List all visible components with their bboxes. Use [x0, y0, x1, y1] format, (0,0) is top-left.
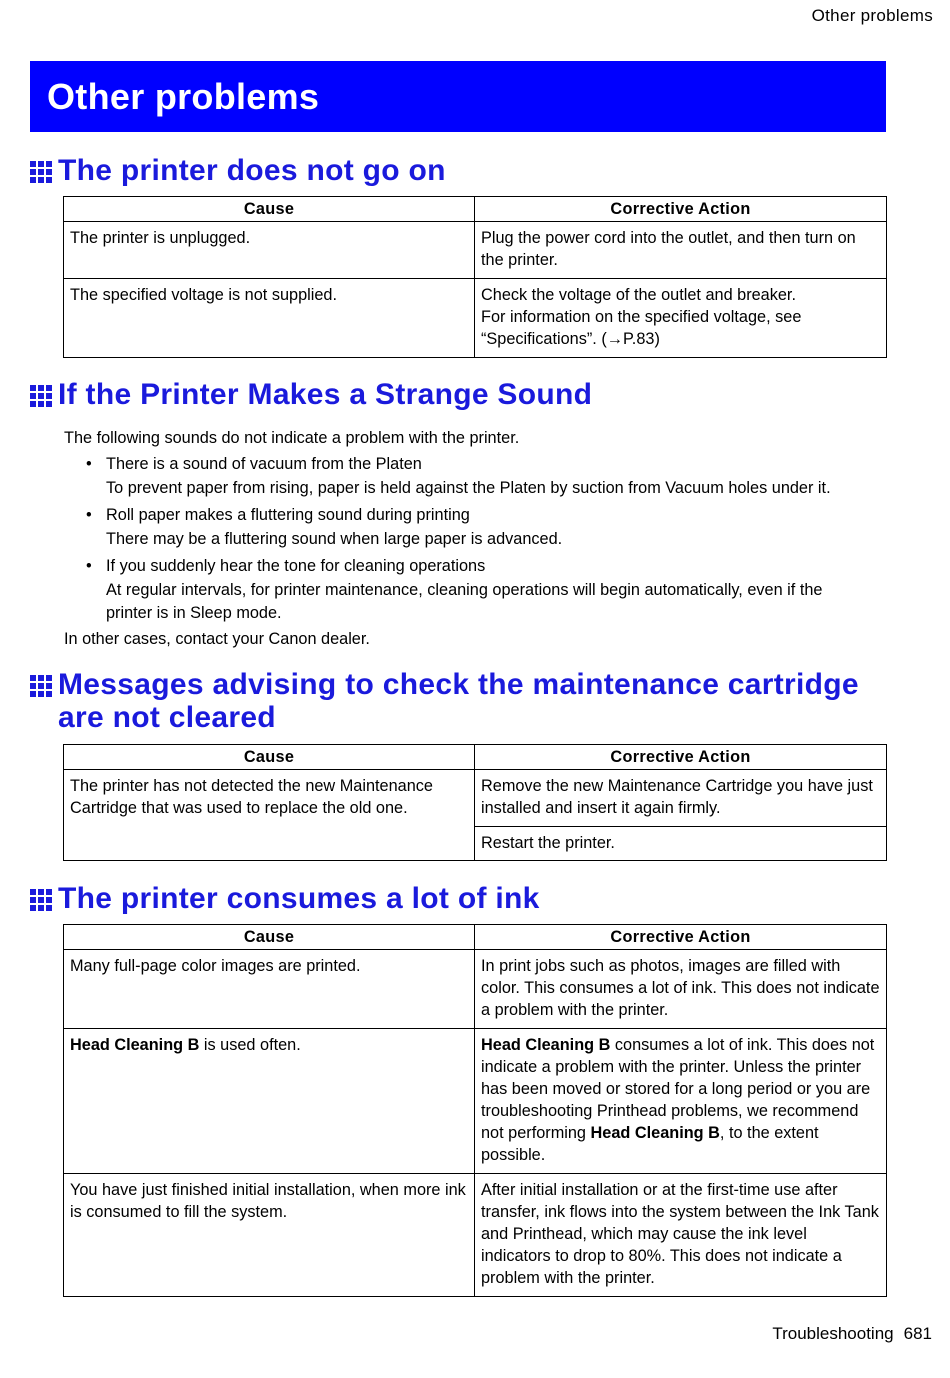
bold-term: Head Cleaning B	[481, 1036, 611, 1054]
cause-cell: Many full-page color images are printed.	[64, 950, 475, 1029]
bullet-description: There may be a fluttering sound when large paper is advanced.	[106, 530, 563, 548]
grid-icon	[30, 385, 52, 407]
page-footer	[772, 1324, 932, 1344]
page-number: 681	[903, 1324, 932, 1343]
cause-cell	[64, 1029, 475, 1174]
bullet-label: There is a sound of vacuum from the Platen	[106, 454, 422, 473]
action-cell: In print jobs such as photos, images are filled with color. This consumes a lot of ink. This does not indicate a problem with the printer.	[475, 950, 887, 1029]
action-line: Check the voltage of the outlet and breaker.	[481, 286, 796, 304]
column-header-cause: Cause	[64, 925, 475, 950]
action-line: For information on the specified voltage, see “Specifications”. (→P.83)	[481, 308, 802, 348]
bullet-icon: •	[86, 505, 92, 524]
cause-cell: The specified voltage is not supplied.	[64, 279, 475, 358]
cause-cell: You have just finished initial installation, when more ink is consumed to fill the system.	[64, 1174, 475, 1297]
action-cell: Plug the power cord into the outlet, and then turn on the printer.	[475, 222, 887, 279]
bold-term: Head Cleaning B	[590, 1124, 720, 1142]
section-title: If the Printer Makes a Strange Sound	[58, 378, 593, 411]
table-row	[64, 222, 887, 279]
table-maintenance	[63, 744, 887, 861]
grid-icon	[30, 161, 52, 183]
table-ink	[63, 924, 887, 1297]
page-title: Other problems	[47, 75, 320, 117]
list-item	[86, 452, 894, 478]
table-row	[64, 770, 887, 827]
action-cell	[475, 279, 887, 358]
table-row	[64, 1174, 887, 1297]
column-header-action: Corrective Action	[475, 745, 887, 770]
intro-text: The following sounds do not indicate a problem with the printer.	[64, 429, 520, 447]
column-header-action: Corrective Action	[475, 925, 887, 950]
action-cell: After initial installation or at the first-time use after transfer, ink flows into the system between the Ink Tank and Printhead, which may cause the ink level indicators to drop to 80%. This does not indicate a problem with the printer.	[475, 1174, 887, 1297]
bullet-label: Roll paper makes a fluttering sound during printing	[106, 505, 470, 524]
bullet-description: At regular intervals, for printer maintenance, cleaning operations will begin automatically, even if the printer is in Sleep mode.	[106, 581, 823, 622]
section-heading-power	[30, 154, 446, 187]
table-row	[64, 1029, 887, 1174]
sound-body	[64, 426, 894, 653]
list-item	[86, 503, 894, 529]
bullet-icon: •	[86, 454, 92, 473]
action-text: consumes a lot of ink. This does not indicate a problem with the printer. Unless the printer has been moved or stored for a long period or you are troubleshooting Printhead problems, we recommend not performing	[481, 1036, 875, 1142]
action-cell	[475, 1029, 887, 1174]
list-item	[86, 554, 894, 580]
section-title	[58, 668, 859, 734]
outro-text: In other cases, contact your Canon dealer.	[64, 630, 370, 648]
cause-text: is used often.	[199, 1036, 301, 1054]
action-cell: Restart the printer.	[475, 827, 887, 861]
bullet-label: If you suddenly hear the tone for cleaning operations	[106, 556, 486, 575]
cause-cell: The printer is unplugged.	[64, 222, 475, 279]
section-title: The printer does not go on	[58, 154, 446, 187]
section-title: The printer consumes a lot of ink	[58, 882, 540, 915]
column-header-cause: Cause	[64, 197, 475, 222]
bullet-icon: •	[86, 556, 92, 575]
section-heading-maintenance	[30, 668, 859, 734]
grid-icon	[30, 889, 52, 911]
section-title-line: Messages advising to check the maintenance cartridge	[58, 668, 859, 701]
action-text: , to the extent possible.	[481, 1124, 819, 1164]
cause-cell: The printer has not detected the new Maintenance Cartridge that was used to replace the old one.	[64, 770, 475, 861]
table-row	[64, 279, 887, 358]
table-row	[64, 950, 887, 1029]
column-header-action: Corrective Action	[475, 197, 887, 222]
section-title-line: are not cleared	[58, 701, 276, 734]
bold-term: Head Cleaning B	[70, 1036, 200, 1054]
column-header-cause: Cause	[64, 745, 475, 770]
section-heading-sound	[30, 378, 592, 411]
action-cell: Remove the new Maintenance Cartridge you have just installed and insert it again firmly.	[475, 770, 887, 827]
section-heading-ink	[30, 882, 540, 915]
running-header: Other problems	[811, 6, 933, 25]
page-banner	[30, 61, 886, 132]
bullet-description: To prevent paper from rising, paper is held against the Platen by suction from Vacuum holes under it.	[106, 479, 831, 497]
footer-section: Troubleshooting	[772, 1324, 894, 1343]
table-power	[63, 196, 887, 358]
grid-icon	[30, 675, 52, 697]
